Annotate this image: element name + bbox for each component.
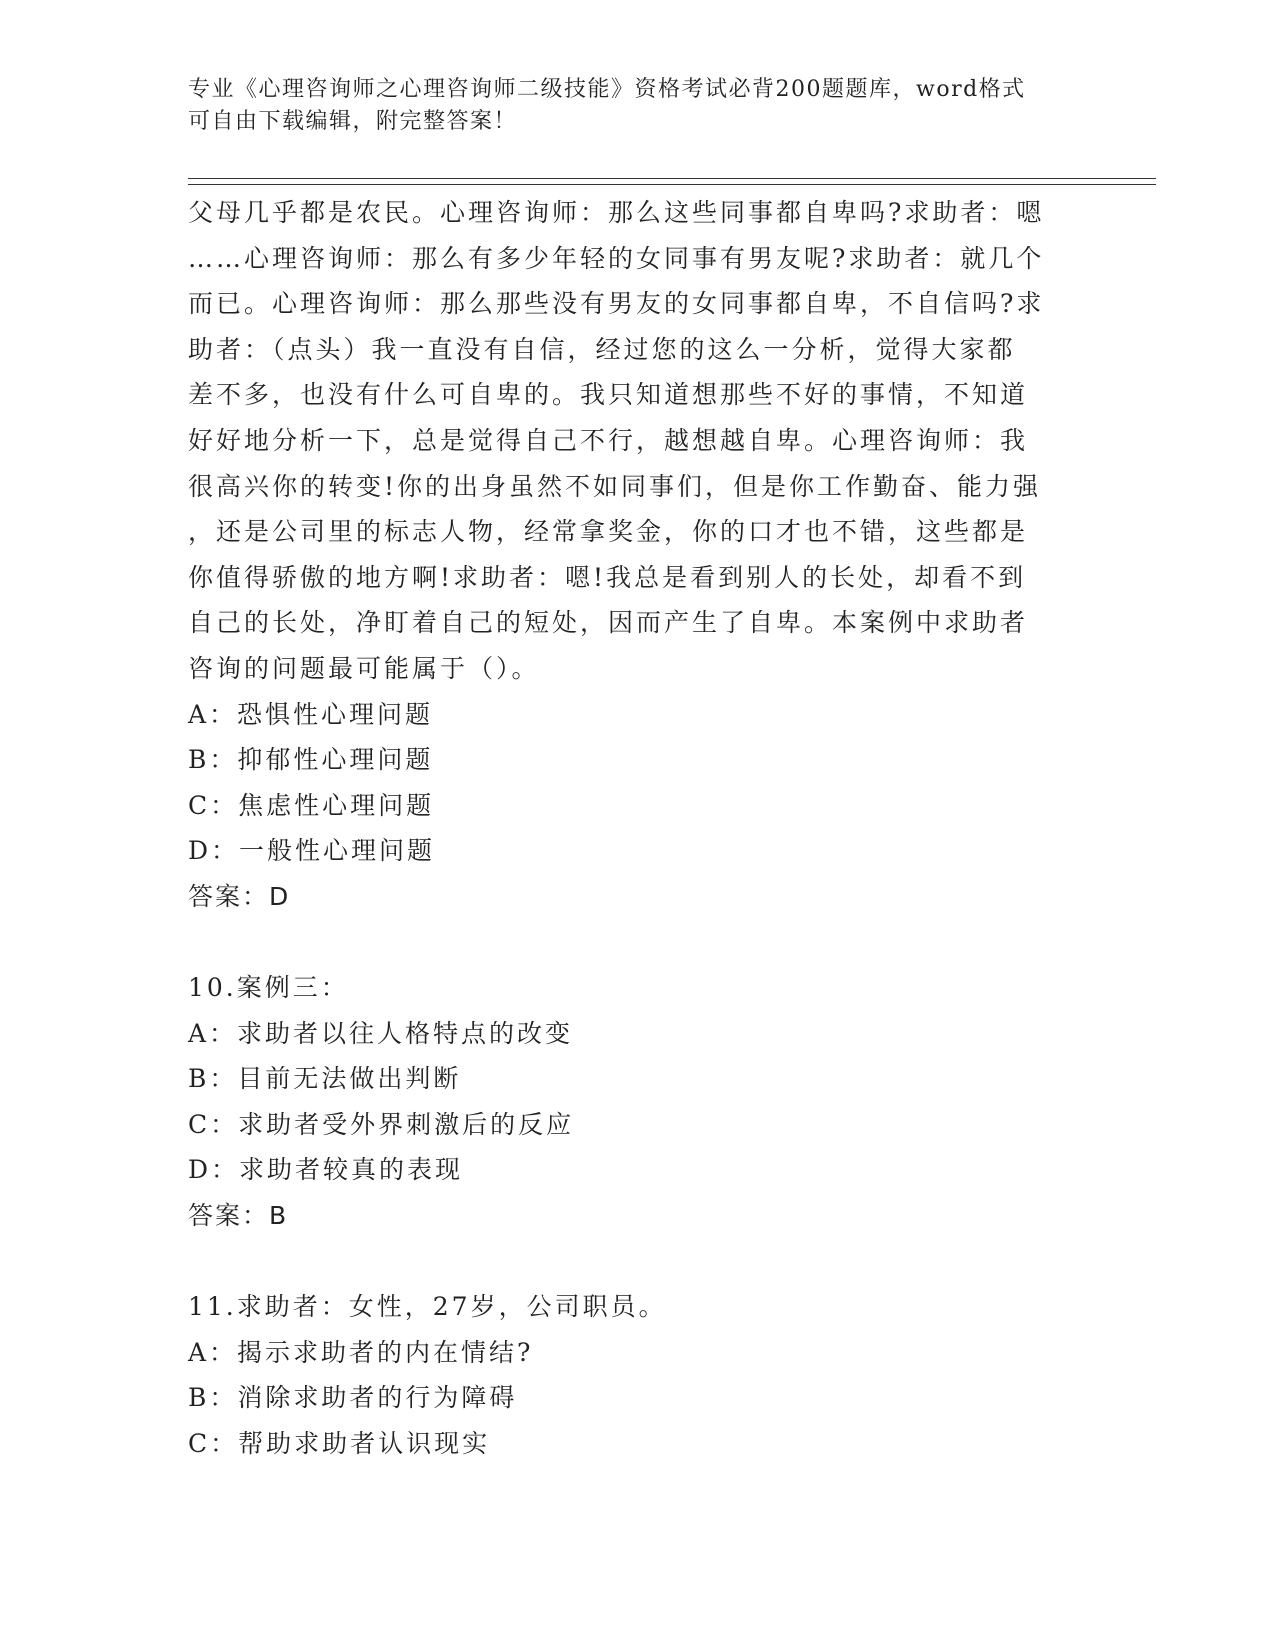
header-divider-top bbox=[188, 178, 1156, 179]
question-text-line: ……心理咨询师：那么有多少年轻的女同事有男友呢?求助者：就几个 bbox=[188, 243, 1045, 273]
question-title: 11.求助者：女性，27岁，公司职员。 bbox=[188, 1292, 667, 1322]
option-c: C：求助者受外界刺激后的反应 bbox=[188, 1109, 575, 1139]
option-a: A：求助者以往人格特点的改变 bbox=[188, 1018, 574, 1048]
question-text-line: 而已。心理咨询师：那么那些没有男友的女同事都自卑，不自信吗?求 bbox=[188, 289, 1045, 319]
question-text-line: 好好地分析一下，总是觉得自己不行，越想越自卑。心理咨询师：我 bbox=[188, 425, 1029, 455]
header-title-line-1: 专业《心理咨询师之心理咨询师二级技能》资格考试必背200题题库，word格式 bbox=[188, 77, 1026, 102]
question-text-line: 咨询的问题最可能属于（）。 bbox=[188, 653, 540, 683]
option-c: C：帮助求助者认识现实 bbox=[188, 1429, 491, 1459]
question-text-line: 助者：（点头）我一直没有自信，经过您的这么一分析，觉得大家都 bbox=[188, 334, 1016, 364]
option-b: B：抑郁性心理问题 bbox=[188, 745, 434, 775]
option-a: A：恐惧性心理问题 bbox=[188, 699, 434, 729]
option-b: B：消除求助者的行为障碍 bbox=[188, 1383, 518, 1413]
spacer bbox=[188, 920, 1088, 966]
question-text-line: 你值得骄傲的地方啊!求助者：嗯!我总是看到别人的长处，却看不到 bbox=[188, 562, 1027, 592]
option-c: C：焦虑性心理问题 bbox=[188, 790, 435, 820]
header-divider-bottom bbox=[188, 184, 1156, 185]
option-d: D：一般性心理问题 bbox=[188, 836, 436, 866]
option-b: B：目前无法做出判断 bbox=[188, 1064, 462, 1094]
question-text-line: 自己的长处，净盯着自己的短处，因而产生了自卑。本案例中求助者 bbox=[188, 608, 1029, 638]
spacer bbox=[188, 1239, 1088, 1285]
question-text-line: 差不多，也没有什么可自卑的。我只知道想那些不好的事情，不知道 bbox=[188, 380, 1029, 410]
answer-line: 答案：D bbox=[188, 881, 291, 911]
question-text-line: ，还是公司里的标志人物，经常拿奖金，你的口才也不错，这些都是 bbox=[188, 517, 1029, 547]
question-text-line: 很高兴你的转变!你的出身虽然不如同事们，但是你工作勤奋、能力强 bbox=[188, 471, 1042, 501]
document-header bbox=[188, 74, 1088, 138]
header-title-line-2: 可自由下载编辑，附完整答案！ bbox=[188, 109, 518, 134]
question-9 bbox=[188, 190, 1088, 920]
question-title: 10.案例三： bbox=[188, 973, 349, 1003]
option-a: A：揭示求助者的内在情结? bbox=[188, 1337, 534, 1367]
answer-line: 答案：B bbox=[188, 1201, 289, 1231]
question-text-line: 父母几乎都是农民。心理咨询师：那么这些同事都自卑吗?求助者：嗯 bbox=[188, 198, 1045, 227]
question-10 bbox=[188, 965, 1088, 1239]
option-d: D：求助者较真的表现 bbox=[188, 1155, 464, 1185]
document-body bbox=[188, 190, 1088, 1467]
question-11 bbox=[188, 1284, 1088, 1466]
